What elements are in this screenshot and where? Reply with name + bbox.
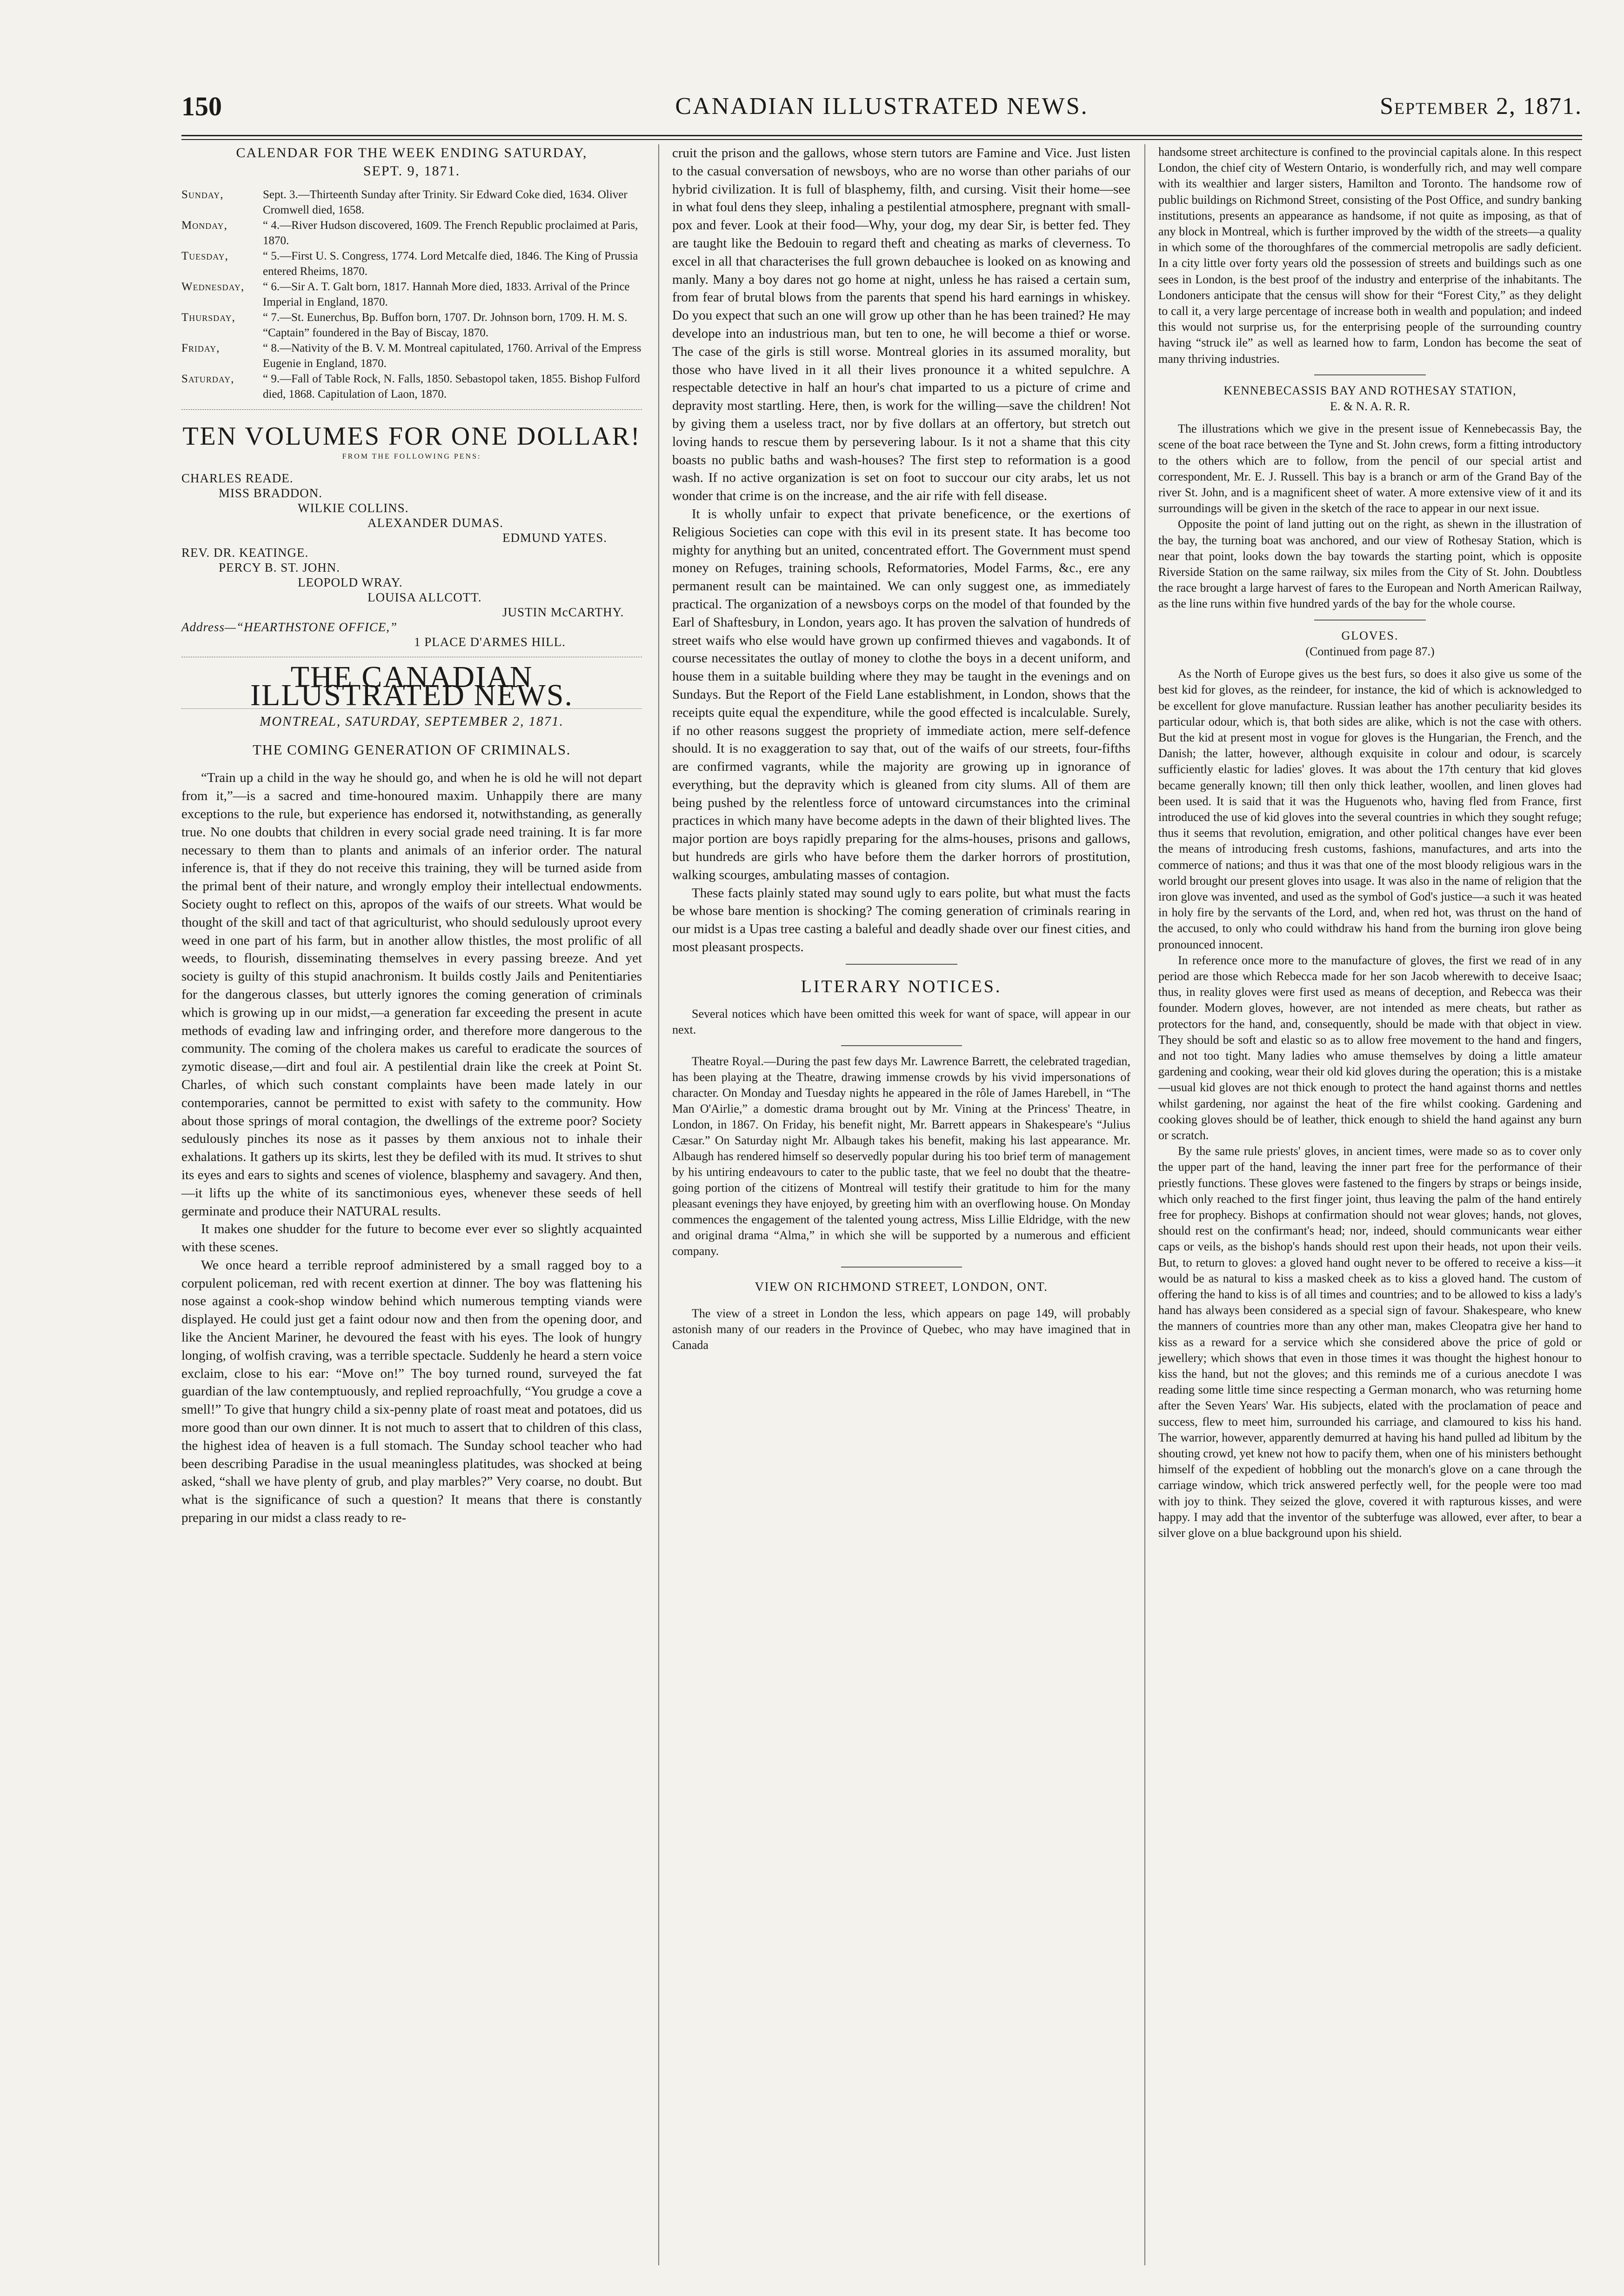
editorial-masthead: THE CANADIAN ILLUSTRATED NEWS. xyxy=(250,660,573,712)
view-title: VIEW ON RICHMOND STREET, LONDON, ONT. xyxy=(755,1279,1048,1294)
advert-author: LOUISA ALLCOTT. xyxy=(368,590,482,605)
calendar-entry xyxy=(181,310,642,340)
advert-address-line-2: 1 PLACE D'ARMES HILL. xyxy=(414,635,566,649)
calendar-text: “ 7.—St. Eunerchus, Bp. Buffon born, 1707. Dr. Johnson born, 1709. H. M. S. “Captain” foundered in the Bay of Biscay, 1870. xyxy=(263,311,628,339)
advert-author: EDMUND YATES. xyxy=(502,531,608,545)
advert-author: WILKIE COLLINS. xyxy=(298,501,409,515)
calendar-text: “ 8.—Nativity of the B. V. M. Montreal capitulated, 1760. Arrival of the Empress Eugenie in England, 1870. xyxy=(263,341,642,370)
column-3 xyxy=(1158,144,1582,1541)
advert-author: REV. DR. KEATINGE. xyxy=(181,546,309,560)
calendar-entry xyxy=(181,187,642,218)
column-divider xyxy=(658,144,659,2265)
column-divider xyxy=(1144,144,1145,2265)
section-divider xyxy=(841,1045,962,1046)
calendar-day: Tuesday, xyxy=(181,249,228,262)
calendar-day: Sunday, xyxy=(181,188,224,201)
kennebecasis-subtitle: E. & N. A. R. R. xyxy=(1330,400,1410,414)
issue-date: September 2, 1871. xyxy=(1380,93,1582,120)
advert-author: ALEXANDER DUMAS. xyxy=(368,516,503,530)
advert-heading: TEN VOLUMES FOR ONE DOLLAR! xyxy=(182,421,641,451)
view-paragraph: The view of a street in London the less, which appears on page 149, will probably astonish many of our readers in the Province of Quebec, who may have imagined that in Canada xyxy=(672,1307,1130,1352)
column-1 xyxy=(181,144,642,1527)
calendar-day: Wednesday, xyxy=(181,280,245,293)
calendar-day: Monday, xyxy=(181,219,227,232)
kennebecasis-paragraph: The illustrations which we give in the present issue of Kennebecassis Bay, the scene of the boat race between the Tyne and St. John crews, form a fitting introductory to the others which are to follow, from the pencil of our special artist and correspondent, Mr. E. J. Russell. This bay is a branch or arm of the Grand Bay of the river St. John, and is a magnificent sheet of water. A more extensive view of it and its surroundings will be given in the sketch of the race to appear in our next issue. xyxy=(1158,422,1582,515)
gloves-paragraph: By the same rule priests' gloves, in ancient times, were made so as to cover only the upper part of the hand, leaving the inner part free for the performance of their priestly functions. These gloves were fastened to the fingers by straps or beings inside, which only reached to the first finger joint, thus leaving the palm of the hand entirely free for prophecy. Bishops at confirmation should not wear gloves; hands, not gloves, should rest on the confirmant's head; nor, indeed, should communicants wear either caps or veils, as the bishop's hands should rest upon their heads, not upon their veils. But, to return to gloves: a gloved hand ought never to be offered to receive a kiss—it would be as natural to kiss a masked cheek as to kiss a gloved hand. The custom of offering the hand to kiss is of all times and countries; and to be allowed to kiss a lady's hand has always been considered as a special sign of favour. Shakespeare, who knew the manners of countries more than any other man, makes Cleopatra give her hand to kiss as a reward for a service which she considered above the price of gold or jewellery; which shows that even in those times it was thought the highest honour to kiss the hand, but not the gloves; and this reminds me of a curious anecdote I was reading some little time since respecting a German monarch, who was returning home after the Seven Years' War. His subjects, elated with the proclamation of peace and success, flew to meet him, surrounded his carriage, and clamoured to kiss his hand. The warrior, however, apparently demurred at having his hand pulled ad libitum by the shouting crowd, yet knew not how to pacify them, when one of his ministers bethought himself of the expedient of hobbling out the monarch's glove on a cane through the carriage window, which trick answered perfectly well, for the people were too mad with joy to think. They seized the glove, covered it with rapturous kisses, and were happy. I may add that the inventor of the subterfuge was allowed, ever after, to bear a silver glove on a blue background upon his shield. xyxy=(1158,1144,1582,1540)
advert-author: MISS BRADDON. xyxy=(219,486,323,501)
calendar-entry xyxy=(181,218,642,248)
calendar-text: “ 6.—Sir A. T. Galt born, 1817. Hannah More died, 1833. Arrival of the Prince Imperial in England, 1870. xyxy=(263,280,630,308)
editorial-dateline: MONTREAL, SATURDAY, SEPTEMBER 2, 1871. xyxy=(260,714,564,729)
literary-note: Several notices which have been omitted this week for want of space, will appear in our next. xyxy=(672,1007,1130,1036)
calendar-entry xyxy=(181,248,642,279)
view-paragraph-continued: handsome street architecture is confined to the provincial capitals alone. In this respect London, the chief city of Western Ontario, is wonderfully rich, and may well compare with its wealthier and larger sisters, Hamilton and Toronto. The handsome row of public buildings on Richmond Street, consisting of the Post Office, and sundry banking institutions, presents an appearance as handsome, if not quite as imposing, as that of any block in Montreal, which is further improved by the width of the streets—a quality in which some of the thoroughfares of the commercial metropolis are sadly deficient. In a city little over forty years old the possession of streets and buildings such as one sees in London, is the best proof of the industry and enterprise of the inhabitants. The Londoners anticipate that the census will show for their “Forest City,” as they delight to call it, a very large percentage of increase both in wealth and population; and indeed this would not surprise us, for the enterprising people of the surrounding country having “struck ile” as well as learned how to farm, London has become the seat of many thriving industries. xyxy=(1158,145,1582,366)
calendar-entry xyxy=(181,371,642,402)
section-divider xyxy=(1314,620,1426,621)
calendar-entry xyxy=(181,340,642,371)
literary-notices-title: LITERARY NOTICES. xyxy=(801,976,1002,996)
gloves-paragraph: As the North of Europe gives us the best furs, so does it also give us some of the best kid for gloves, as the reindeer, for instance, the kid of which is acknowledged to be excellent for glove manufacture. Russian leather has another peculiarity besides its particular odour, which is, that both sides are alike, which is not the case with others. But the kid at present most in vogue for gloves is the Hungarian, the French, and the Danish; the latter, however, although exquisite in colour and odour, is scarcely sufficiently elastic for ladies' gloves. It was about the 17th century that kid gloves became generally known; till then only thick leather, woollen, and linen gloves had been used. It is said that it was the Huguenots who, having fled from France, first introduced the use of kid gloves into the several countries in which they sought refuge; thus it seems that revolution, emigration, and other political changes have ever been the means of introducing fresh customs, fashions, manufactures, and arts into the commerce of nations; and thus it was that one of the most bloody religious wars in the world brought our present gloves into usage. It was also in the name of religion that the iron glove was invented, and used as the symbol of God's justice—a such it was heated in holy fire by the servants of the Lord, and, when red hot, was thrust on the hand of the accused, to only who could withdraw his hand from the burning iron glove being pronounced innocent. xyxy=(1158,667,1582,951)
page-number: 150 xyxy=(181,91,222,121)
section-divider xyxy=(1314,374,1426,375)
gloves-title: GLOVES. xyxy=(1341,628,1399,642)
calendar-text: “ 5.—First U. S. Congress, 1774. Lord Metcalfe died, 1846. The King of Prussia entered Rheims, 1870. xyxy=(263,249,638,278)
editorial-paragraph: “Train up a child in the way he should go, and when he is old he will not depart from it,”—is a sacred and time-honoured maxim. Unhappily there are many exceptions to the rule, but experience has endorsed it, notwithstanding, as generally true. No one doubts that children in every social grade need training. It is far more necessary to them than to plants and animals of an inferior order. The natural inference is, that if they do not receive this training, they will be turned aside from the primal bent of their nature, and wrongly employ their intellectual endowments. Society ought to reflect on this, apropos of the waifs of our streets. What would be thought of the skill and tact of that agriculturist, who should sedulously uproot every weed in one part of his farm, but in another allow thistles, the most prolific of all weeds, to flourish, disseminating themselves in every passing breeze. And yet society is guilty of this stupid anachronism. It builds costly Jails and Penitentiaries for the dangerous classes, but utterly ignores the coming generation of criminals which is growing up in our midst,—a generation far exceeding the present in acute methods of evading law and infringing order, and therefore more dangerous to the community. The coming of the cholera makes us careful to eradicate the sources of zymotic disease,—dirt and foul air. A pestilential drain like the creek at Point St. Charles, of which such constant complaints have been made lately in our contemporaries, cannot be permitted to exist with safety to the community. How about those springs of moral contagion, the dwellings of the extreme poor? Society sedulously pinches its nose as it passes by them anxious not to inhale their exhalations. It gathers up its skirts, lest they be defiled with its mud. It strives to shut its eyes and ears to sights and scenes of violence, blasphemy and savagery. And then,—it lifts up the white of its sanctimonious eyes, whenever these seeds of hell germinate and produce their NATURAL results. xyxy=(181,770,642,1219)
column-2 xyxy=(672,144,1130,1353)
calendar-day: Thursday, xyxy=(181,311,235,324)
gloves-paragraph: In reference once more to the manufacture of gloves, the first we read of in any period are those which Rebecca made for her son Jacob wherewith to deceive Isaac; thus, in reality gloves were first used as means of deception, and Rebecca was their founder. Modern gloves, however, are not intended as mere cheats, but rather as protectors for the hand, and, consequently, should be made with that object in view. They should be soft and elastic so as to allow free movement to the hand and fingers, and not too tight. Many ladies who amuse themselves by doing a little amateur gardening and cooking, wear their old kid gloves during the operation; this is a mistake—usual kid gloves are not thick enough to protect the hand against thorns and nettles whilst gardening, nor against the heat of the fire whilst cooking. Gardening and cooking gloves should be of leather, thick enough to shield the hand against any burn or scratch. xyxy=(1158,953,1582,1142)
advert-address: Address—“HEARTHSTONE OFFICE,” xyxy=(181,620,398,634)
editorial-paragraph: cruit the prison and the gallows, whose stern tutors are Famine and Vice. Just listen to the casual conversation of newsboys, who are no worse than other pariahs of our hybrid civilization. It is full of blasphemy, filth, and cursing. Visit their home—see in what foul dens they sleep, inhaling a pestilential atmosphere, pregnant with small-pox and fever. Look at their food—Why, your dog, my dear Sir, is better fed. They are taught like the Bedouin to regard theft and cheating as marks of cleverness. To excel in all that characterises the full grown debauchee is looked on as knowing and manly. Many a boy dares not go home at night, unless he has raised a certain sum, from fear of brutal blows from the parents that spend his hard earnings in whiskey. Do you expect that such an one will grow up other than he has been trained? He may develope into an industrious man, but ten to one, he will become a thief or worse. The case of the girls is still worse. Montreal glories in its assumed morality, but those who have lived in it all their lives pronounce it a whited sepulchre. A respectable detective in half an hour's chat imparted to us a picture of crime and depravity most startling. Here, then, is work for the willing—save the children! Not by giving them a useless tract, nor by five dollars at an offertory, but stretch out loving hands to rescue them by persevering labour. Is it not a shame that this city boasts no public baths and wash-houses? The first step to reformation is a good wash. If no active organization is set on foot to succour our city arabs, let us not wonder that crime is on the increase, and the air rife with fell disease. xyxy=(672,146,1130,504)
kennebecasis-title: KENNEBECASSIS BAY AND ROTHESAY STATION, xyxy=(1223,383,1517,397)
theatre-notice: Theatre Royal.—During the past few days Mr. Lawrence Barrett, the celebrated tragedian, has been playing at the Theatre, drawing immense crowds by his vivid impersonations of character. On Monday and Tuesday nights he appeared in the rôle of James Harebell, in “The Man O'Airlie,” a domestic drama brought out by Mr. Vining at the Princess' Theatre, in London, in 1867. On Friday, his benefit night, Mr. Barrett appears in Shakespeare's “Julius Cæsar.” On Saturday night Mr. Albaugh takes his benefit, making his last appearance. Mr. Albaugh has rendered himself so deservedly popular during his too brief term of management by his untiring endeavours to cater to the public taste, that we feel no doubt that the theatre-going portion of the citizens of Montreal will testify their gratitude to him for the many pleasant evenings they have enjoyed, by greeting him with an overflowing house. On Monday commences the engagement of the talented young actress, Miss Lillie Eldridge, with the new and original drama “Alma,” in which she will be supported by a numerous and efficient company. xyxy=(672,1054,1130,1258)
running-header xyxy=(181,91,1582,133)
calendar-text: “ 9.—Fall of Table Rock, N. Falls, 1850. Sebastopol taken, 1855. Bishop Fulford died, 1868. Capitulation of Laon, 1870. xyxy=(263,372,640,400)
gloves-continued-note: (Continued from page 87.) xyxy=(1305,644,1435,658)
calendar-text: “ 4.—River Hudson discovered, 1609. The French Republic proclaimed at Paris, 1870. xyxy=(263,219,638,247)
section-divider xyxy=(181,409,642,410)
advert-author: PERCY B. ST. JOHN. xyxy=(219,561,341,575)
editorial-paragraph: It makes one shudder for the future to become ever ever so slightly acquainted with these scenes. xyxy=(181,1221,642,1255)
section-divider xyxy=(841,1267,962,1268)
editorial-paragraph: These facts plainly stated may sound ugly to ears polite, but what must the facts be whose bare mention is shocking? The coming generation of criminals rearing in our midst is a Upas tree casting a baleful and deadly shade over our finest cities, and most pleasant prospects. xyxy=(672,885,1130,955)
header-rule xyxy=(181,135,1582,140)
editorial-paragraph: We once heard a terrible reproof administered by a small ragged boy to a corpulent policeman, red with recent exertion at dinner. The boy was flattening his nose against a cook-shop window behind which numerous tempting viands were displayed. He could just get a faint odour now and then from the opening door, and like the Ancient Mariner, he devoured the feast with his eyes. The look of hungry longing, of wolfish craving, was a terrible spectacle. Suddenly he heard a stern voice exclaim, close to his ear: “Move on!” The boy turned round, surveyed the fat guardian of the law contemptuously, and replied reproachfully, “You grudge a cove a smell!” To give that hungry child a six-penny plate of roast meat and potatoes, did us more good than our own dinner. It is not much to assert that to children of this class, the highest idea of heaven is a full stomach. The Sunday school teacher who had been describing Paradise in the usual meaningless platitudes, was shocked at being asked, “shall we have plenty of grub, and play marbles?” Very coarse, no doubt. But what is the significance of such a question? It means that there is constantly preparing in our midst a class ready to re- xyxy=(181,1257,642,1526)
calendar-title: CALENDAR FOR THE WEEK ENDING SATURDAY, xyxy=(236,145,588,160)
section-divider xyxy=(846,964,957,965)
kennebecasis-paragraph: Opposite the point of land jutting out on the right, as shewn in the illustration of the bay, the turning boat was anchored, and our view of Rothesay Station, which is near that point, looks down the bay towards the starting point, which is opposite Riverside Station on the same railway, six miles from the City of St. John. Doubtless the race brought a large harvest of fares to the European and North American Railway, as the line runs within five hundred yards of the bay for the whole course. xyxy=(1158,517,1582,611)
advert-from-line: FROM THE FOLLOWING PENS: xyxy=(342,453,481,461)
calendar-day: Saturday, xyxy=(181,372,234,385)
editorial-paragraph: It is wholly unfair to expect that private beneficence, or the exertions of Religious Societies can cope with this evil in its present state. It has become too mighty for anything but an united, concentrated effort. The Government must spend money on Refuges, training schools, Reformatories, Model Farms, &c., ere any permanent result can be maintained. We can only suggest one, as immediately practical. The organization of a newsboys corps on the model of that founded by the Earl of Shaftesbury, in London, years ago. It has proven the salvation of hundreds of street waifs who else would have grown up confirmed thieves and vagabonds. It of course necessitates the outlay of money to clothe the boys in a decent uniform, and house them in a suitable building where they may be taught in the evenings and on Sundays. But the Report of the Field Lane establishment, in London, shows that the receipts quite equal the expenditure, while the good effected is incalculable. Surely, if no other reasons suggest the propriety of immediate action, mere self-defence should. It is no exaggeration to say that, out of the waifs of our streets, four-fifths are confirmed vagrants, while the majority are growing up in ignorance of everything, but the depravity which is gleaned from city slums. All of them are being pushed by the relentless force of untoward circumstances into the criminal practices in which many have become adepts in the dawn of their blighted lives. The major portion are boys rapidly preparing for the alms-houses, prisons and gallows, but hundreds are girls who have before them the darker horrors of prostitution, walking scourges, ambulating masses of contagion. xyxy=(672,506,1130,882)
calendar-text: Sept. 3.—Thirteenth Sunday after Trinity. Sir Edward Coke died, 1634. Oliver Cromwell died, 1658. xyxy=(263,188,628,216)
advert-author: JUSTIN McCARTHY. xyxy=(502,605,624,620)
editorial-title: THE COMING GENERATION OF CRIMINALS. xyxy=(253,741,571,758)
advert-author: CHARLES READE. xyxy=(181,471,294,486)
calendar-entry xyxy=(181,279,642,310)
calendar-day: Friday, xyxy=(181,341,220,354)
calendar-list xyxy=(181,187,642,402)
advert-author: LEOPOLD WRAY. xyxy=(298,575,403,590)
calendar-subtitle: SEPT. 9, 1871. xyxy=(363,163,461,179)
publication-title: CANADIAN ILLUSTRATED NEWS. xyxy=(675,93,1089,120)
